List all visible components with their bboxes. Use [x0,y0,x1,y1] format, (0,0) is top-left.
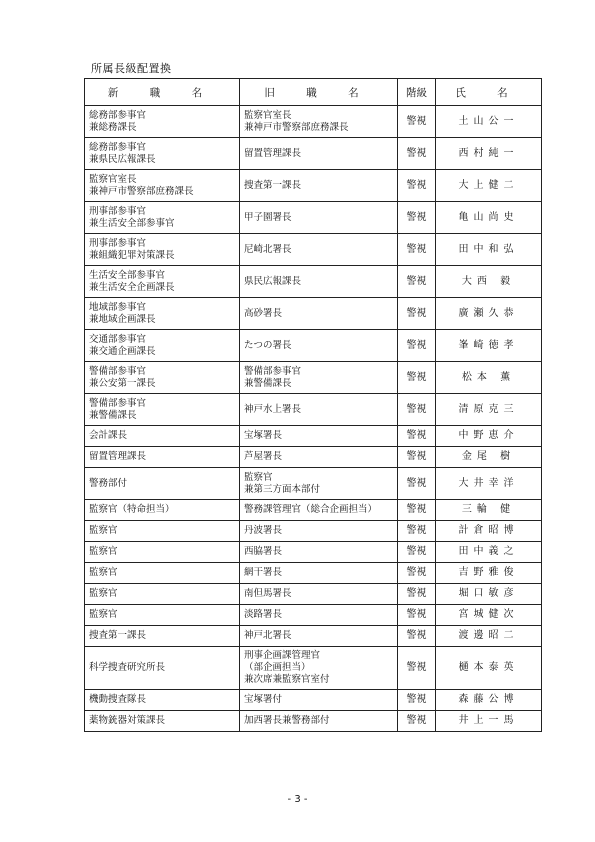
new-position-cell-line: 兼警備課長 [89,409,137,421]
new-position-cell-line: 兼神戸市警察部庶務課長 [89,185,194,197]
header-new-position: 新 職 名 [85,79,240,106]
old-position-cell-line: 兼神戸市警察部庶務課長 [244,121,349,133]
old-position-cell [240,584,398,605]
old-position-cell-line: 兼次席兼監察官室付 [244,674,330,685]
old-position-cell [240,647,398,690]
new-position-cell-line: 刑事部参事官 [89,205,147,217]
rank-cell: 警視 [398,711,436,732]
table-row [85,711,542,732]
new-position-cell [85,711,240,732]
new-position-cell [85,394,240,426]
rank-cell: 警視 [398,521,436,542]
name-cell: 亀山尚史 [436,202,542,234]
table-header-row [85,79,542,106]
old-position-cell [240,626,398,647]
new-position-cell [85,362,240,394]
old-position-cell-line: たつの署長 [244,339,292,351]
rank-cell: 警視 [398,234,436,266]
name-cell: 田中和弘 [436,234,542,266]
table-row [85,542,542,563]
new-position-cell-line: 監察官 [89,525,118,536]
old-position-cell-line: 監察官室長 [244,109,292,121]
old-position-cell [240,170,398,202]
old-position-cell-line: 神戸水上署長 [244,403,302,415]
old-position-cell-line: 芦屋署長 [244,451,283,462]
rank-cell: 警視 [398,298,436,330]
new-position-cell [85,170,240,202]
old-position-cell [240,521,398,542]
rank-cell: 警視 [398,500,436,521]
new-position-cell [85,605,240,626]
old-position-cell [240,362,398,394]
new-position-cell [85,266,240,298]
rank-cell: 警視 [398,447,436,468]
new-position-cell-line: 捜査第一課長 [89,630,147,641]
new-position-cell-line: 機動捜査隊長 [89,694,147,705]
new-position-cell [85,298,240,330]
new-position-cell [85,106,240,138]
table-row [85,521,542,542]
name-cell: 西村純一 [436,138,542,170]
new-position-cell-line: 留置管理課長 [89,451,147,462]
old-position-cell [240,266,398,298]
table-row [85,563,542,584]
table-row [85,447,542,468]
new-position-cell-line: 交通部参事官 [89,333,147,345]
new-position-cell-line: 監察官室長 [89,173,137,185]
page-number: - 3 - [287,794,308,805]
old-position-cell-line: 留置管理課長 [244,147,302,159]
name-cell: 宮城健次 [436,605,542,626]
old-position-cell [240,234,398,266]
old-position-cell [240,563,398,584]
new-position-cell-line: 警備部参事官 [89,365,147,377]
name-cell: 廣瀬久恭 [436,298,542,330]
table-row [85,626,542,647]
new-position-cell-line: 警備部参事官 [89,397,147,409]
old-position-cell-line: 神戸北署長 [244,630,292,641]
name-cell: 大井幸洋 [436,468,542,500]
table-body [85,106,542,732]
old-position-cell-line: 宝塚署長 [244,430,283,441]
rank-cell: 警視 [398,468,436,500]
header-old-position: 旧 職 名 [240,79,398,106]
new-position-cell [85,500,240,521]
old-position-cell-line: 高砂署長 [244,307,283,319]
table-row [85,394,542,426]
old-position-cell [240,468,398,500]
table-row [85,500,542,521]
new-position-cell-line: 警務部付 [89,477,128,489]
name-cell: 吉野雅俊 [436,563,542,584]
new-position-cell [85,690,240,711]
name-cell: 三輪 健 [436,500,542,521]
old-position-cell [240,690,398,711]
new-position-cell-line: 兼公安第一課長 [89,377,156,389]
table-row [85,330,542,362]
new-position-cell [85,584,240,605]
new-position-cell-line: 総務部参事官 [89,141,147,153]
table-row [85,234,542,266]
rank-cell: 警視 [398,330,436,362]
old-position-cell-line: 西脇署長 [244,546,283,557]
rank-cell: 警視 [398,647,436,690]
old-position-cell-line: 加西署長兼警務部付 [244,715,330,726]
table-row [85,584,542,605]
personnel-table [84,78,542,732]
table-row [85,298,542,330]
new-position-cell-line: 地域部参事官 [89,301,147,313]
name-cell: 峯崎徳孝 [436,330,542,362]
rank-cell: 警視 [398,690,436,711]
old-position-cell-line: （部企画担当） [244,662,311,673]
new-position-cell [85,563,240,584]
name-cell: 土山公一 [436,106,542,138]
table-row [85,266,542,298]
old-position-cell [240,447,398,468]
table-row [85,138,542,170]
new-position-cell-line: 兼生活安全部参事官 [89,217,175,229]
rank-cell: 警視 [398,563,436,584]
new-position-cell [85,468,240,500]
name-cell: 堀口敏彦 [436,584,542,605]
table-row [85,106,542,138]
old-position-cell [240,711,398,732]
name-cell: 大上健二 [436,170,542,202]
old-position-cell-line: 丹波署長 [244,525,283,536]
table-row [85,605,542,626]
new-position-cell-line: 監察官 [89,567,118,578]
old-position-cell-line: 甲子園署長 [244,211,292,223]
old-position-cell [240,500,398,521]
old-position-cell-line: 網干署長 [244,567,283,578]
old-position-cell-line: 警備部参事官 [244,365,302,377]
new-position-cell-line: 兼県民広報課長 [89,153,156,165]
old-position-cell [240,202,398,234]
new-position-cell-line: 監察官 [89,609,118,620]
old-position-cell [240,330,398,362]
table-row [85,170,542,202]
old-position-cell [240,394,398,426]
old-position-cell-line: 兼警備課長 [244,377,292,389]
name-cell: 大西 毅 [436,266,542,298]
new-position-cell-line: 総務部参事官 [89,109,147,121]
name-cell: 田中義之 [436,542,542,563]
rank-cell: 警視 [398,584,436,605]
new-position-cell-line: 兼組織犯罪対策課長 [89,249,175,261]
name-cell: 金尾 樹 [436,447,542,468]
new-position-cell [85,234,240,266]
old-position-cell [240,426,398,447]
new-position-cell-line: 兼地域企画課長 [89,313,156,325]
rank-cell: 警視 [398,138,436,170]
rank-cell: 警視 [398,626,436,647]
old-position-cell-line: 南但馬署長 [244,588,292,599]
old-position-cell-line: 捜査第一課長 [244,179,302,191]
name-cell: 松本 薫 [436,362,542,394]
rank-cell: 警視 [398,362,436,394]
old-position-cell-line: 尼崎北署長 [244,243,292,255]
table-row [85,202,542,234]
new-position-cell-line: 兼生活安全企画課長 [89,281,175,293]
new-position-cell-line: 科学捜査研究所長 [89,662,166,673]
old-position-cell-line: 兼第三方面本部付 [244,483,321,495]
name-cell: 中野恵介 [436,426,542,447]
table-row [85,362,542,394]
old-position-cell [240,605,398,626]
rank-cell: 警視 [398,202,436,234]
new-position-cell [85,647,240,690]
new-position-cell-line: 兼交通企画課長 [89,345,156,357]
new-position-cell-line: 監察官（特命担当） [89,504,175,515]
name-cell: 樋本泰英 [436,647,542,690]
new-position-cell [85,138,240,170]
rank-cell: 警視 [398,426,436,447]
old-position-cell-line: 刑事企画課管理官 [244,650,321,661]
old-position-cell [240,106,398,138]
new-position-cell [85,202,240,234]
old-position-cell-line: 淡路署長 [244,609,283,620]
header-name: 氏 名 [436,79,542,106]
table-row [85,647,542,690]
new-position-cell-line: 薬物銃器対策課長 [89,715,166,726]
name-cell: 森藤公博 [436,690,542,711]
name-cell: 計倉昭博 [436,521,542,542]
name-cell: 渡邊昭二 [436,626,542,647]
document-heading: 所属長級配置換 [91,62,172,75]
new-position-cell-line: 会計課長 [89,430,128,441]
old-position-cell [240,138,398,170]
old-position-cell [240,298,398,330]
old-position-cell [240,542,398,563]
old-position-cell-line: 県民広報課長 [244,275,302,287]
new-position-cell [85,426,240,447]
old-position-cell-line: 監察官 [244,471,273,483]
new-position-cell [85,521,240,542]
rank-cell: 警視 [398,542,436,563]
old-position-cell-line: 警務課管理官（総合企画担当） [244,504,378,515]
new-position-cell-line: 刑事部参事官 [89,237,147,249]
new-position-cell [85,542,240,563]
old-position-cell-line: 宝塚署付 [244,694,283,705]
rank-cell: 警視 [398,106,436,138]
rank-cell: 警視 [398,394,436,426]
table-row [85,690,542,711]
header-rank: 階級 [398,79,436,106]
new-position-cell-line: 監察官 [89,588,118,599]
new-position-cell-line: 監察官 [89,546,118,557]
new-position-cell [85,330,240,362]
rank-cell: 警視 [398,170,436,202]
rank-cell: 警視 [398,266,436,298]
new-position-cell [85,626,240,647]
name-cell: 井上一馬 [436,711,542,732]
table-row [85,468,542,500]
name-cell: 清原克三 [436,394,542,426]
new-position-cell-line: 生活安全部参事官 [89,269,166,281]
new-position-cell-line: 兼総務課長 [89,121,137,133]
rank-cell: 警視 [398,605,436,626]
new-position-cell [85,447,240,468]
table-row [85,426,542,447]
